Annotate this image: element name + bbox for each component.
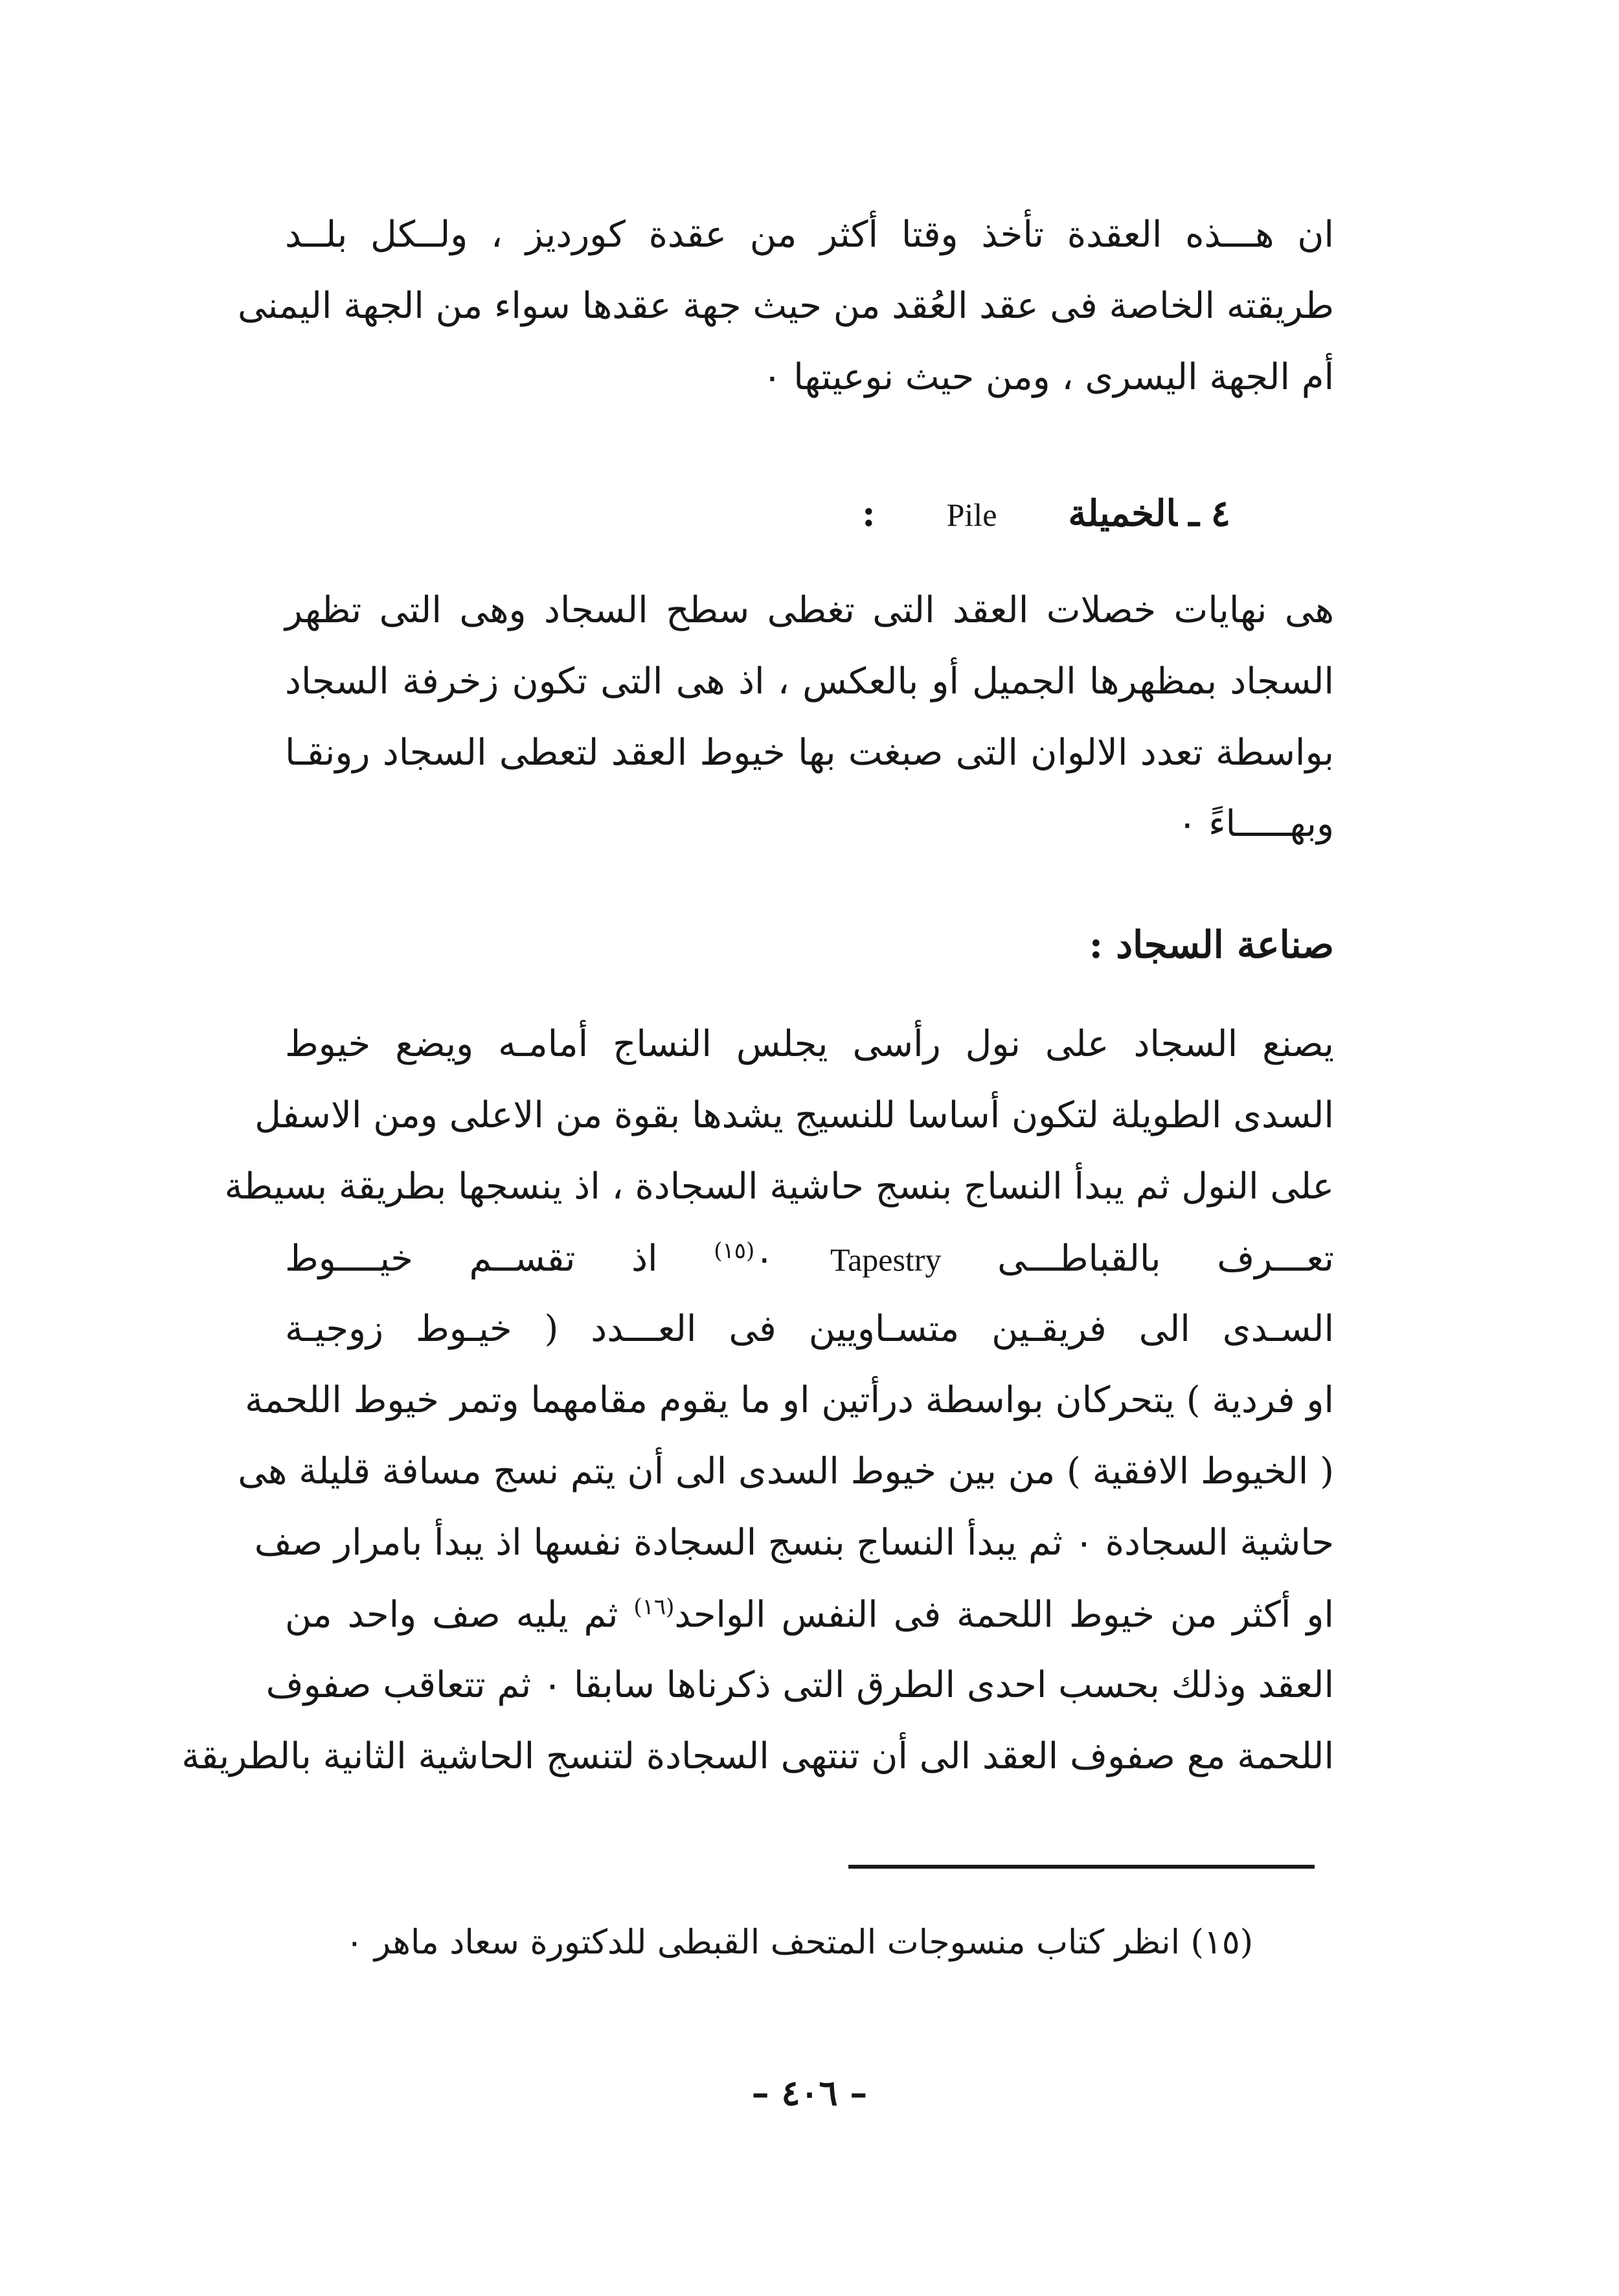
pile-heading [862, 492, 1230, 535]
section-heading: صناعة السجاد : [1089, 923, 1334, 967]
paragraph3-line-9-end: ثم يليه صف واحد من [285, 1593, 618, 1636]
tapestry-term: Tapestry [830, 1241, 942, 1278]
paragraph3-line-6: او فردية ) يتحركان بواسطة درأتين او ما يقوم مقامهما وتمر خيوط اللحمة [245, 1379, 1334, 1421]
paragraph2-line-3: بواسطة تعدد الالوان التى صبغت بها خيوط العقد لتعطى السجاد رونقـا [285, 732, 1334, 774]
footnote-ref-16: (١٦) [633, 1594, 675, 1620]
pile-heading-term: الخميلة [1068, 492, 1177, 535]
paragraph2-line-2: السجاد بمظهرها الجميل أو بالعكس ، اذ هى التى تكون زخرفة السجاد [285, 660, 1334, 703]
paragraph3-line-3: على النول ثم يبدأ النساج بنسج حاشية السجادة ، اذ ينسجها بطريقة بسيطة [224, 1165, 1334, 1208]
paragraph3-line-4-start: تعـــرف بالقباطـــى [997, 1237, 1334, 1280]
paragraph3-line-7: ( الخيوط الافقية ) من بين خيوط السدى الى أن يتم نسج مسافة قليلة هى [238, 1450, 1334, 1492]
paragraph3-line-9 [285, 1593, 1334, 1636]
pile-heading-number: ٤ [1210, 492, 1230, 535]
paragraph3-line-11: اللحمة مع صفوف العقد الى أن تنتهى السجادة لتنسج الحاشية الثانية بالطريقة [181, 1735, 1334, 1777]
paragraph3-line-4 [285, 1237, 1334, 1280]
footnote: (١٥) انظر كتاب منسوجات المتحف القبطى للدكتورة سعاد ماهر ٠ [345, 1923, 1253, 1962]
footnote-ref-15: (١٥) [714, 1238, 755, 1264]
pile-heading-latin: Pile [946, 497, 997, 533]
footnote-divider [848, 1865, 1315, 1869]
paragraph3-line-10: العقد وذلك بحسب احدى الطرق التى ذكرناها سابقا ٠ ثم تتعاقب صفوف [266, 1664, 1334, 1706]
paragraph1-line-2: طريقته الخاصة فى عقد العُقد من حيث جهة عقدها سواء من الجهة اليمنى [237, 285, 1334, 327]
paragraph3-line-4-end: اذ تقســم خيــــوط [285, 1237, 658, 1280]
footnote-ref-period: ٠ [754, 1237, 775, 1280]
paragraph1-line-3: أم الجهة اليسرى ، ومن حيث نوعيتها ٠ [762, 356, 1334, 398]
paragraph3-line-2: السدى الطويلة لتكون أساسا للنسيج يشدها بقوة من الاعلى ومن الاسفل [255, 1094, 1334, 1136]
pile-heading-colon: : [861, 492, 876, 535]
paragraph3-line-5: السـدى الى فريقـين متسـاويين فى العـــدد ( خيـوط زوجيـة [285, 1308, 1334, 1350]
paragraph2-line-4: وبهـــــاءً ٠ [1177, 803, 1334, 845]
paragraph2-line-1: هى نهايات خصلات العقد التى تغطى سطح السجاد وهى التى تظهر [285, 589, 1334, 631]
paragraph3-line-8: حاشية السجادة ٠ ثم يبدأ النساج بنسج السجادة نفسها اذ يبدأ بامرار صف [254, 1522, 1334, 1564]
paragraph3-line-1: يصنع السجاد على نول رأسى يجلس النساج أمامـه ويضع خيوط [285, 1023, 1334, 1065]
page-number: – ٤٠٦ – [751, 2072, 868, 2113]
pile-heading-dash: ـ [1188, 492, 1199, 535]
paragraph1-line-1: ان هـــذه العقدة تأخذ وقتا أكثر من عقدة كورديز ، ولــكل بلــد [285, 214, 1334, 256]
paragraph3-line-9-start: او أكثر من خيوط اللحمة فى النفس الواحد [674, 1593, 1334, 1636]
